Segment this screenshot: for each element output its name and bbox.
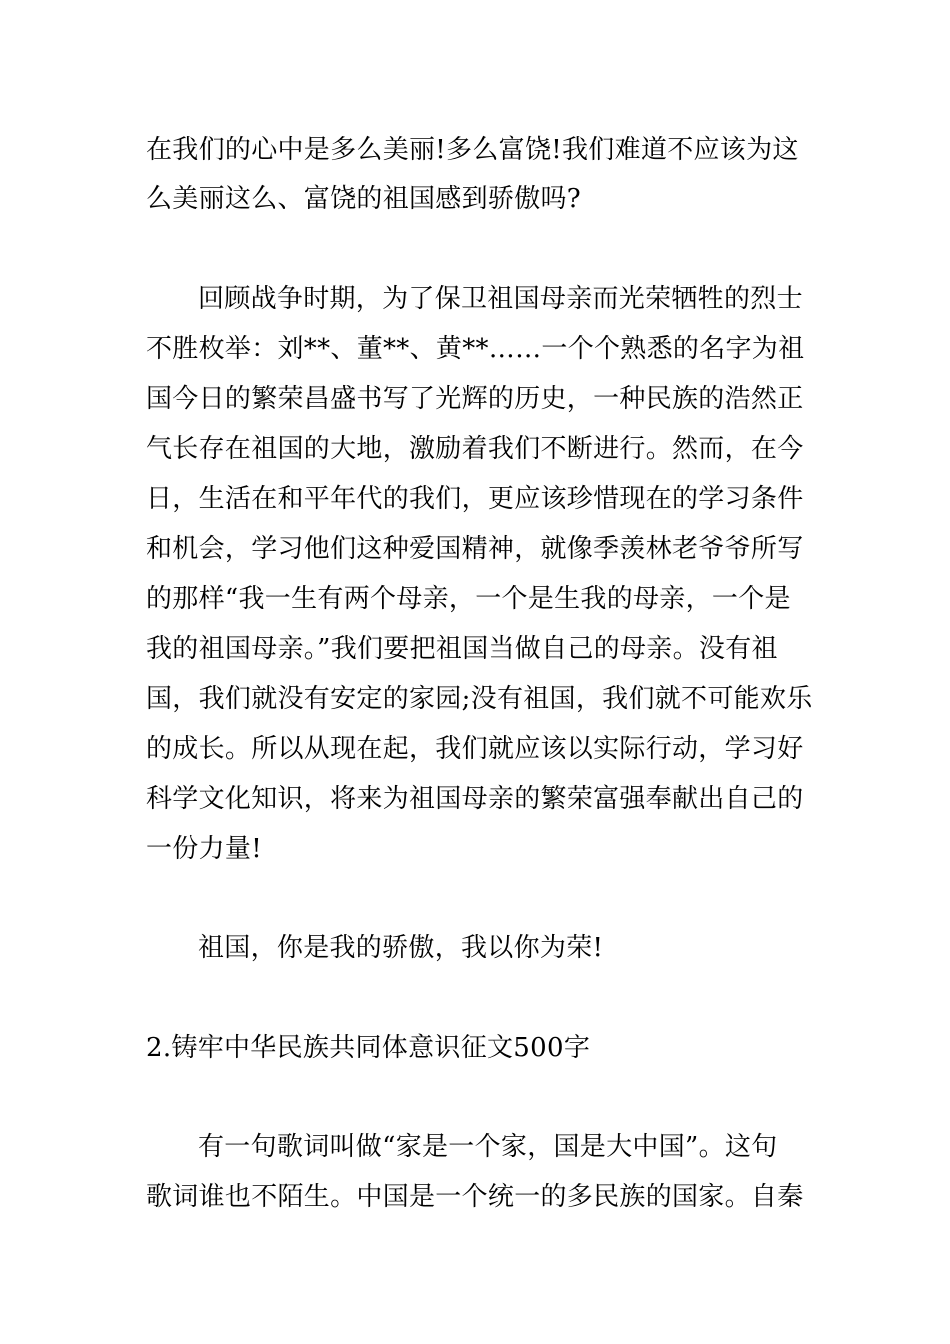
paragraph-2-line-4: 气长存在祖国的大地，激励着我们不断进行。然而，在今 (146, 434, 804, 464)
section-heading: 2.铸牢中华民族共同体意识征文500字 (146, 1033, 591, 1063)
paragraph-2-line-11: 科学文化知识，将来为祖国母亲的繁荣富强奉献出自己的 (146, 784, 804, 814)
paragraph-2-line-8: 我的祖国母亲。”我们要把祖国当做自己的母亲。没有祖 (146, 634, 778, 664)
paragraph-2-line-9: 国，我们就没有安定的家园;没有祖国，我们就不可能欢乐 (146, 684, 813, 714)
paragraph-2-line-1: 回顾战争时期，为了保卫祖国母亲而光荣牺牲的烈士 (198, 284, 803, 314)
paragraph-2-line-5: 日，生活在和平年代的我们，更应该珍惜现在的学习条件 (146, 484, 804, 514)
paragraph-2-line-2: 不胜枚举：刘**、董**、黄**……一个个熟悉的名字为祖 (146, 334, 805, 364)
paragraph-1-line-1: 在我们的心中是多么美丽!多么富饶!我们难道不应该为这 (146, 135, 799, 165)
paragraph-1-line-2: 么美丽这么、富饶的祖国感到骄傲吗? (146, 184, 582, 214)
paragraph-2-line-3: 国今日的繁荣昌盛书写了光辉的历史，一种民族的浩然正 (146, 384, 804, 414)
paragraph-2-line-7: 的那样“我一生有两个母亲，一个是生我的母亲，一个是 (146, 584, 791, 614)
paragraph-4-line-1: 有一句歌词叫做“家是一个家，国是大中国”。这句 (198, 1132, 778, 1162)
paragraph-2-line-6: 和机会，学习他们这种爱国精神，就像季羡林老爷爷所写 (146, 534, 804, 564)
paragraph-4-line-2: 歌词谁也不陌生。中国是一个统一的多民族的国家。自秦 (146, 1182, 804, 1212)
paragraph-3-line-1: 祖国，你是我的骄傲，我以你为荣! (198, 933, 604, 963)
paragraph-2-line-12: 一份力量! (146, 834, 262, 864)
paragraph-2-line-10: 的成长。所以从现在起，我们就应该以实际行动，学习好 (146, 734, 804, 764)
